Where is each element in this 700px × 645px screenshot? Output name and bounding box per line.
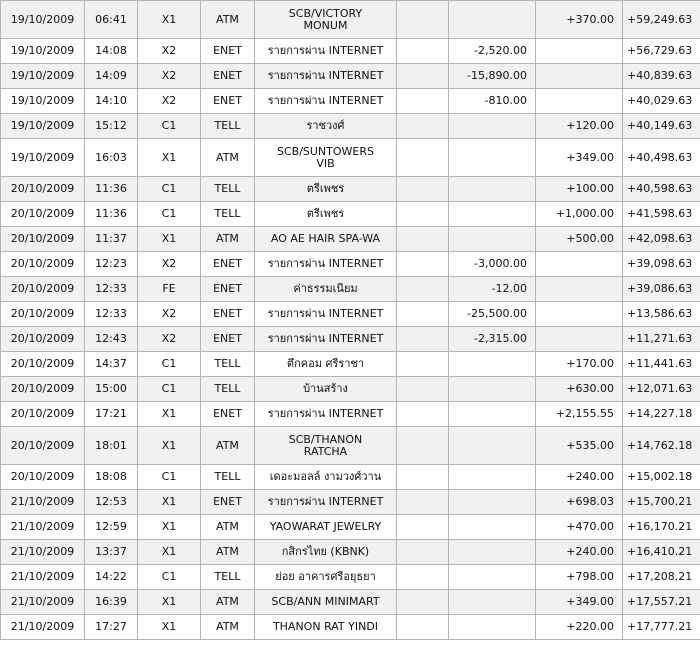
date-cell: 20/10/2009 <box>1 277 85 302</box>
withdrawal-cell: -25,500.00 <box>449 302 536 327</box>
balance-cell: +59,249.63 <box>623 1 700 39</box>
description-cell: YAOWARAT JEWELRY <box>255 515 397 540</box>
empty-cell <box>397 202 449 227</box>
withdrawal-cell: -810.00 <box>449 89 536 114</box>
withdrawal-cell <box>449 465 536 490</box>
time-cell: 12:33 <box>85 277 138 302</box>
withdrawal-cell <box>449 590 536 615</box>
description-cell: รายการผ่าน INTERNET <box>255 327 397 352</box>
time-cell: 14:10 <box>85 89 138 114</box>
table-row <box>1 465 700 490</box>
description-cell: SCB/ANN MINIMART <box>255 590 397 615</box>
channel-cell: ATM <box>201 615 255 640</box>
table-row <box>1 139 700 177</box>
empty-cell <box>397 402 449 427</box>
deposit-cell: +370.00 <box>536 1 623 39</box>
channel-cell: TELL <box>201 377 255 402</box>
time-cell: 11:36 <box>85 177 138 202</box>
code-cell: X2 <box>138 64 201 89</box>
time-cell: 15:00 <box>85 377 138 402</box>
date-cell: 19/10/2009 <box>1 1 85 39</box>
channel-cell: ATM <box>201 515 255 540</box>
code-cell: X2 <box>138 39 201 64</box>
deposit-cell <box>536 64 623 89</box>
channel-cell: ATM <box>201 427 255 465</box>
time-cell: 12:33 <box>85 302 138 327</box>
empty-cell <box>397 490 449 515</box>
balance-cell: +17,557.21 <box>623 590 700 615</box>
balance-cell: +40,149.63 <box>623 114 700 139</box>
table-row <box>1 252 700 277</box>
channel-cell: TELL <box>201 114 255 139</box>
deposit-cell: +240.00 <box>536 540 623 565</box>
deposit-cell: +240.00 <box>536 465 623 490</box>
date-cell: 20/10/2009 <box>1 327 85 352</box>
description-cell: SCB/SUNTOWERS VIB <box>255 139 397 177</box>
description-cell: ค่าธรรมเนียม <box>255 277 397 302</box>
code-cell: X1 <box>138 427 201 465</box>
table-row <box>1 202 700 227</box>
channel-cell: TELL <box>201 352 255 377</box>
deposit-cell: +100.00 <box>536 177 623 202</box>
time-cell: 06:41 <box>85 1 138 39</box>
date-cell: 19/10/2009 <box>1 89 85 114</box>
date-cell: 20/10/2009 <box>1 177 85 202</box>
empty-cell <box>397 1 449 39</box>
balance-cell: +56,729.63 <box>623 39 700 64</box>
withdrawal-cell: -2,315.00 <box>449 327 536 352</box>
date-cell: 19/10/2009 <box>1 139 85 177</box>
channel-cell: ENET <box>201 327 255 352</box>
table-row <box>1 565 700 590</box>
empty-cell <box>397 252 449 277</box>
balance-cell: +39,086.63 <box>623 277 700 302</box>
time-cell: 14:09 <box>85 64 138 89</box>
description-cell: รายการผ่าน INTERNET <box>255 64 397 89</box>
empty-cell <box>397 89 449 114</box>
balance-cell: +13,586.63 <box>623 302 700 327</box>
code-cell: C1 <box>138 352 201 377</box>
channel-cell: ENET <box>201 64 255 89</box>
description-cell: ย่อย อาคารศรีอยุธยา <box>255 565 397 590</box>
empty-cell <box>397 39 449 64</box>
channel-cell: ATM <box>201 227 255 252</box>
time-cell: 12:23 <box>85 252 138 277</box>
date-cell: 21/10/2009 <box>1 565 85 590</box>
withdrawal-cell: -15,890.00 <box>449 64 536 89</box>
time-cell: 17:27 <box>85 615 138 640</box>
withdrawal-cell <box>449 1 536 39</box>
empty-cell <box>397 615 449 640</box>
channel-cell: TELL <box>201 565 255 590</box>
table-row <box>1 64 700 89</box>
description-cell: บ้านสร้าง <box>255 377 397 402</box>
date-cell: 20/10/2009 <box>1 377 85 402</box>
withdrawal-cell <box>449 139 536 177</box>
deposit-cell <box>536 327 623 352</box>
table-row <box>1 1 700 39</box>
empty-cell <box>397 465 449 490</box>
time-cell: 18:08 <box>85 465 138 490</box>
time-cell: 14:37 <box>85 352 138 377</box>
channel-cell: TELL <box>201 465 255 490</box>
table-row <box>1 377 700 402</box>
balance-cell: +15,700.21 <box>623 490 700 515</box>
date-cell: 21/10/2009 <box>1 590 85 615</box>
balance-cell: +40,598.63 <box>623 177 700 202</box>
channel-cell: TELL <box>201 202 255 227</box>
description-cell: ตรีเพชร <box>255 177 397 202</box>
time-cell: 18:01 <box>85 427 138 465</box>
description-cell: เดอะมอลล์ งามวงศ์วาน <box>255 465 397 490</box>
description-cell: ราชวงศ์ <box>255 114 397 139</box>
description-cell: รายการผ่าน INTERNET <box>255 490 397 515</box>
withdrawal-cell <box>449 227 536 252</box>
empty-cell <box>397 64 449 89</box>
code-cell: FE <box>138 277 201 302</box>
withdrawal-cell <box>449 565 536 590</box>
table-row <box>1 427 700 465</box>
time-cell: 16:03 <box>85 139 138 177</box>
table-row <box>1 352 700 377</box>
withdrawal-cell: -12.00 <box>449 277 536 302</box>
balance-cell: +17,208.21 <box>623 565 700 590</box>
code-cell: C1 <box>138 202 201 227</box>
withdrawal-cell <box>449 202 536 227</box>
date-cell: 21/10/2009 <box>1 490 85 515</box>
withdrawal-cell <box>449 177 536 202</box>
balance-cell: +15,002.18 <box>623 465 700 490</box>
deposit-cell <box>536 302 623 327</box>
table-row <box>1 302 700 327</box>
date-cell: 19/10/2009 <box>1 114 85 139</box>
statement-body <box>1 1 700 640</box>
balance-cell: +42,098.63 <box>623 227 700 252</box>
time-cell: 12:59 <box>85 515 138 540</box>
date-cell: 20/10/2009 <box>1 202 85 227</box>
channel-cell: ATM <box>201 540 255 565</box>
withdrawal-cell <box>449 352 536 377</box>
withdrawal-cell <box>449 427 536 465</box>
deposit-cell: +220.00 <box>536 615 623 640</box>
deposit-cell <box>536 39 623 64</box>
date-cell: 19/10/2009 <box>1 39 85 64</box>
table-row <box>1 615 700 640</box>
code-cell: X2 <box>138 89 201 114</box>
code-cell: C1 <box>138 114 201 139</box>
empty-cell <box>397 590 449 615</box>
code-cell: X1 <box>138 590 201 615</box>
empty-cell <box>397 540 449 565</box>
code-cell: X1 <box>138 615 201 640</box>
time-cell: 15:12 <box>85 114 138 139</box>
deposit-cell: +349.00 <box>536 590 623 615</box>
date-cell: 20/10/2009 <box>1 352 85 377</box>
time-cell: 14:22 <box>85 565 138 590</box>
empty-cell <box>397 377 449 402</box>
date-cell: 20/10/2009 <box>1 465 85 490</box>
code-cell: C1 <box>138 377 201 402</box>
date-cell: 20/10/2009 <box>1 227 85 252</box>
empty-cell <box>397 177 449 202</box>
code-cell: X1 <box>138 402 201 427</box>
table-row <box>1 39 700 64</box>
deposit-cell: +2,155.55 <box>536 402 623 427</box>
date-cell: 21/10/2009 <box>1 540 85 565</box>
time-cell: 11:37 <box>85 227 138 252</box>
balance-cell: +16,410.21 <box>623 540 700 565</box>
date-cell: 20/10/2009 <box>1 427 85 465</box>
code-cell: X2 <box>138 252 201 277</box>
empty-cell <box>397 352 449 377</box>
table-row <box>1 515 700 540</box>
empty-cell <box>397 302 449 327</box>
withdrawal-cell: -2,520.00 <box>449 39 536 64</box>
channel-cell: ATM <box>201 139 255 177</box>
deposit-cell: +798.00 <box>536 565 623 590</box>
empty-cell <box>397 277 449 302</box>
date-cell: 21/10/2009 <box>1 515 85 540</box>
channel-cell: TELL <box>201 177 255 202</box>
balance-cell: +11,441.63 <box>623 352 700 377</box>
deposit-cell: +500.00 <box>536 227 623 252</box>
code-cell: X2 <box>138 327 201 352</box>
time-cell: 12:43 <box>85 327 138 352</box>
table-row <box>1 327 700 352</box>
table-row <box>1 177 700 202</box>
time-cell: 14:08 <box>85 39 138 64</box>
date-cell: 20/10/2009 <box>1 402 85 427</box>
date-cell: 20/10/2009 <box>1 302 85 327</box>
balance-cell: +39,098.63 <box>623 252 700 277</box>
code-cell: X1 <box>138 490 201 515</box>
description-cell: รายการผ่าน INTERNET <box>255 39 397 64</box>
time-cell: 13:37 <box>85 540 138 565</box>
description-cell: รายการผ่าน INTERNET <box>255 89 397 114</box>
deposit-cell <box>536 277 623 302</box>
code-cell: X1 <box>138 227 201 252</box>
deposit-cell: +470.00 <box>536 515 623 540</box>
deposit-cell: +349.00 <box>536 139 623 177</box>
channel-cell: ENET <box>201 302 255 327</box>
description-cell: ตึกคอม ศรีราชา <box>255 352 397 377</box>
balance-cell: +40,839.63 <box>623 64 700 89</box>
time-cell: 11:36 <box>85 202 138 227</box>
empty-cell <box>397 327 449 352</box>
channel-cell: ENET <box>201 89 255 114</box>
balance-cell: +14,227.18 <box>623 402 700 427</box>
table-row <box>1 490 700 515</box>
balance-cell: +40,029.63 <box>623 89 700 114</box>
description-cell: SCB/VICTORY MONUM <box>255 1 397 39</box>
empty-cell <box>397 427 449 465</box>
deposit-cell: +170.00 <box>536 352 623 377</box>
description-cell: รายการผ่าน INTERNET <box>255 252 397 277</box>
channel-cell: ENET <box>201 39 255 64</box>
table-row <box>1 114 700 139</box>
deposit-cell: +535.00 <box>536 427 623 465</box>
date-cell: 21/10/2009 <box>1 615 85 640</box>
code-cell: X2 <box>138 302 201 327</box>
channel-cell: ENET <box>201 277 255 302</box>
withdrawal-cell <box>449 615 536 640</box>
empty-cell <box>397 114 449 139</box>
description-cell: รายการผ่าน INTERNET <box>255 402 397 427</box>
deposit-cell: +120.00 <box>536 114 623 139</box>
withdrawal-cell <box>449 114 536 139</box>
date-cell: 19/10/2009 <box>1 64 85 89</box>
empty-cell <box>397 515 449 540</box>
channel-cell: ATM <box>201 590 255 615</box>
time-cell: 16:39 <box>85 590 138 615</box>
balance-cell: +16,170.21 <box>623 515 700 540</box>
code-cell: C1 <box>138 177 201 202</box>
withdrawal-cell <box>449 540 536 565</box>
balance-cell: +12,071.63 <box>623 377 700 402</box>
code-cell: X1 <box>138 139 201 177</box>
table-row <box>1 540 700 565</box>
balance-cell: +11,271.63 <box>623 327 700 352</box>
withdrawal-cell <box>449 377 536 402</box>
description-cell: ตรีเพชร <box>255 202 397 227</box>
deposit-cell: +1,000.00 <box>536 202 623 227</box>
table-row <box>1 402 700 427</box>
balance-cell: +40,498.63 <box>623 139 700 177</box>
balance-cell: +14,762.18 <box>623 427 700 465</box>
date-cell: 20/10/2009 <box>1 252 85 277</box>
code-cell: C1 <box>138 565 201 590</box>
deposit-cell <box>536 252 623 277</box>
empty-cell <box>397 565 449 590</box>
table-row <box>1 89 700 114</box>
empty-cell <box>397 139 449 177</box>
channel-cell: ENET <box>201 252 255 277</box>
code-cell: X1 <box>138 515 201 540</box>
description-cell: SCB/THANON RATCHA <box>255 427 397 465</box>
table-row <box>1 277 700 302</box>
description-cell: THANON RAT YINDI <box>255 615 397 640</box>
withdrawal-cell: -3,000.00 <box>449 252 536 277</box>
table-row <box>1 227 700 252</box>
code-cell: X1 <box>138 1 201 39</box>
code-cell: X1 <box>138 540 201 565</box>
description-cell: รายการผ่าน INTERNET <box>255 302 397 327</box>
time-cell: 17:21 <box>85 402 138 427</box>
withdrawal-cell <box>449 402 536 427</box>
withdrawal-cell <box>449 515 536 540</box>
balance-cell: +17,777.21 <box>623 615 700 640</box>
withdrawal-cell <box>449 490 536 515</box>
channel-cell: ENET <box>201 402 255 427</box>
channel-cell: ENET <box>201 490 255 515</box>
time-cell: 12:53 <box>85 490 138 515</box>
deposit-cell: +630.00 <box>536 377 623 402</box>
deposit-cell <box>536 89 623 114</box>
description-cell: กสิกรไทย (KBNK) <box>255 540 397 565</box>
table-row <box>1 590 700 615</box>
channel-cell: ATM <box>201 1 255 39</box>
code-cell: C1 <box>138 465 201 490</box>
description-cell: AO AE HAIR SPA-WA <box>255 227 397 252</box>
balance-cell: +41,598.63 <box>623 202 700 227</box>
empty-cell <box>397 227 449 252</box>
deposit-cell: +698.03 <box>536 490 623 515</box>
